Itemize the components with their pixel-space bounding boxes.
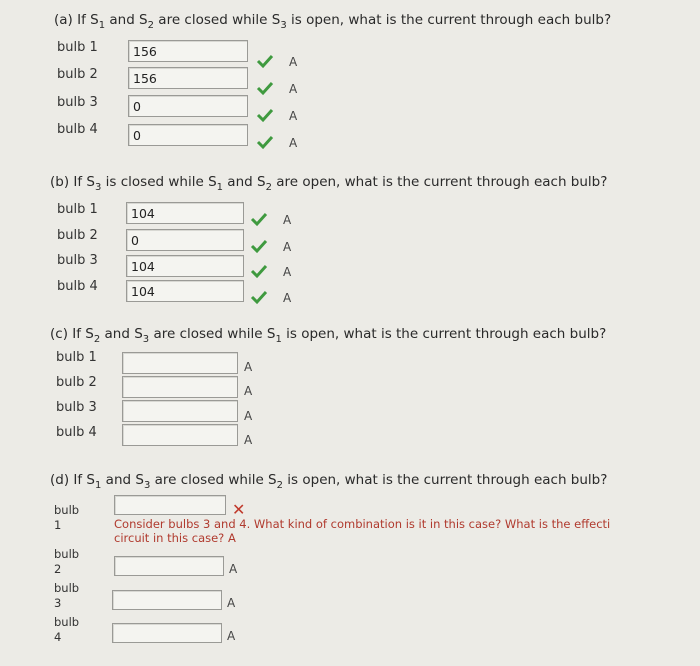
check-icon <box>256 107 274 123</box>
question-a: (a) If $S_1$ and $S_2$ are closed while $S_3$ is open, what is the current through each bulb? <box>54 12 612 31</box>
check-icon <box>250 211 268 227</box>
bulb-3-input-a[interactable] <box>128 95 248 117</box>
bulb-4-input-b[interactable] <box>126 280 244 302</box>
check-icon <box>250 238 268 254</box>
bulb-2-label-b: bulb 2 <box>57 228 98 243</box>
bulb-1-label-c: bulb 1 <box>56 350 97 365</box>
question-c: (c) If $S_2$ and $S_3$ are closed while $S_1$ is open, what is the current through each bulb? <box>50 326 607 345</box>
unit-label: A <box>283 265 292 279</box>
bulb-2-label-d: bulb 2 <box>54 547 80 576</box>
unit-label: A <box>283 240 292 254</box>
bulb-4-label-d: bulb 4 <box>54 615 80 644</box>
bulb-4-input-a[interactable] <box>128 124 248 146</box>
unit-label: A <box>289 55 298 69</box>
error-x-icon: ✕ <box>232 500 246 519</box>
check-icon <box>256 134 274 150</box>
bulb-4-input-d[interactable] <box>112 623 222 643</box>
bulb-3-input-b[interactable] <box>126 255 244 277</box>
unit-label: A <box>289 109 298 123</box>
check-icon <box>256 53 274 69</box>
unit-label: A <box>289 82 298 96</box>
bulb-3-label-b: bulb 3 <box>57 253 98 268</box>
unit-label: A <box>244 384 253 398</box>
bulb-1-label-d: bulb 1 <box>54 503 80 532</box>
bulb-3-label-c: bulb 3 <box>56 400 97 415</box>
unit-label: A <box>227 629 236 643</box>
bulb-4-label-c: bulb 4 <box>56 425 97 440</box>
bulb-2-input-b[interactable] <box>126 229 244 251</box>
question-b: (b) If $S_3$ is closed while $S_1$ and $S_2$ are open, what is the current through each bulb? <box>50 174 608 193</box>
bulb-2-label-a: bulb 2 <box>57 67 98 82</box>
bulb-4-label-b: bulb 4 <box>57 279 98 294</box>
unit-label: A <box>244 409 253 423</box>
unit-label: A <box>227 596 236 610</box>
question-d: (d) If $S_1$ and $S_3$ are closed while $S_2$ is open, what is the current through each bulb? <box>50 472 608 491</box>
bulb-1-label-b: bulb 1 <box>57 202 98 217</box>
unit-label: A <box>229 562 238 576</box>
feedback-line-2: circuit in this case? A <box>114 531 236 545</box>
check-icon <box>250 263 268 279</box>
bulb-4-label-a: bulb 4 <box>57 122 98 137</box>
unit-label: A <box>283 213 292 227</box>
bulb-3-input-d[interactable] <box>112 590 222 610</box>
unit-label: A <box>289 136 298 150</box>
bulb-1-input-a[interactable] <box>128 40 248 62</box>
bulb-2-input-a[interactable] <box>128 67 248 89</box>
bulb-2-label-c: bulb 2 <box>56 375 97 390</box>
bulb-3-input-c[interactable] <box>122 400 238 422</box>
bulb-2-input-d[interactable] <box>114 556 224 576</box>
bulb-2-input-c[interactable] <box>122 376 238 398</box>
unit-label: A <box>244 433 253 447</box>
bulb-1-input-c[interactable] <box>122 352 238 374</box>
check-icon <box>250 289 268 305</box>
unit-label: A <box>244 360 253 374</box>
bulb-4-input-c[interactable] <box>122 424 238 446</box>
bulb-3-label-d: bulb 3 <box>54 581 80 610</box>
feedback-line-1: Consider bulbs 3 and 4. What kind of combination is it in this case? What is the effecti <box>114 517 611 531</box>
bulb-3-label-a: bulb 3 <box>57 95 98 110</box>
bulb-1-label-a: bulb 1 <box>57 40 98 55</box>
unit-label: A <box>283 291 292 305</box>
check-icon <box>256 80 274 96</box>
bulb-1-input-d[interactable] <box>114 495 226 515</box>
bulb-1-input-b[interactable] <box>126 202 244 224</box>
